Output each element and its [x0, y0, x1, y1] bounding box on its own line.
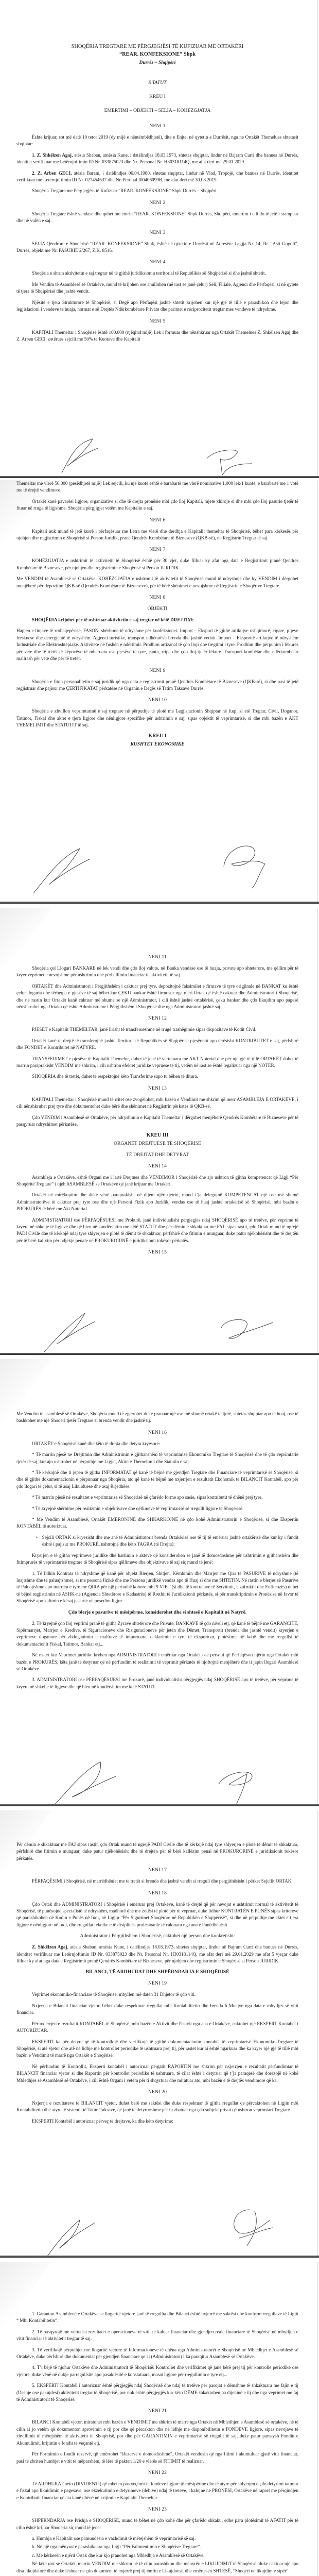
article-heading: NENI 14	[148, 1163, 167, 1169]
signature-right	[229, 2207, 275, 2248]
article-heading: NENI 13	[148, 1085, 167, 1091]
company-type-heading: SHOQËRIA TREGTARE ME PËRGJEGJËSI TË KUFIZUAR ME ORTAKËRI	[71, 44, 244, 49]
document-page-1	[0, 0, 319, 478]
paragraph: TRANSFERIMET e pjesëve të Kapitalit Themelor, duhet të jenë të vërtetuara me AKT Noterial dhe për një gjë të tillë ORTAKËT duhet të marrin paraprakisht VENDIM me shkrim, i cili ushtron efektet juridike vepruese të tij, vetëm në rast se është legalizuar nga një NOTER.	[16, 1056, 298, 1069]
doc-title: S TATUT	[148, 80, 167, 86]
paragraph: Kapitali nuk mund të jetë kurrë i përfaqësuar me Letra me vlerë dhe derdhja e Kapitalit themeltar të Shoqërisë, bëhet para kërkesës për njohjen dhe regjistrimin e Shoqërisë si Person Juridik, pranë Qendrës Kombëtare të Bizneseve (QKB-së), në Regjistrin Tregtar të saj.	[16, 528, 298, 541]
paragraph: Me VENDIM të Asamblesë së Ortakëve, KOHËZGJATJA e ushtrimit të aktivitetit të Shoqërisë mund të ndryshojë dhe ky VENDIM i dërgohet menjëherë për depozitim QKB-së (Qendrës Kombëtare të Bizneseve), për të bërë shënimet e nevojshme në Regjistrin e Shoqërive Tregtare.	[16, 576, 298, 588]
signature-left	[41, 1312, 98, 1353]
article-heading: NENI 22	[148, 2469, 167, 2476]
paragraph: Ortakët kanë të drejtë të transferojnë jashtë Territorit të Republikës së Shqipërisë pjesërisht apo tërësisht KONTRIBUTET e saj, përfshirë dhe FONDET e Kontributet në NATYRË.	[16, 1038, 298, 1050]
signature-left	[44, 2217, 100, 2258]
paragraph: Në këtë rast se Ortakët, marrin VENDIM me shkrim në të cilin parashikon dhe mënyrën e LIKUJDIMIT të Shoqërisë, duke caktuar një apo disa likujdatorë dhe duke lëshuar në çdo dokument të nxjerrë prej tij emrin e Likujduesit dhe emërtesën SHTESË, “Shoqëri në likujdim e sipër”.	[16, 2561, 298, 2573]
paragraph: Nxjerrja e Bilancit financiar vjetor, bëhet duke respektuar rregullat mbi Kontabilitetin dhe brenda 6 Muajve nga data e mbylljes së vitit financiar.	[16, 2003, 298, 2015]
signature-left	[57, 438, 103, 474]
signature-right	[219, 1317, 275, 1348]
paragraph: ORTAKËT e Shoqërisë kanë dhe këto të drejta dhe detyra kryesore:	[32, 1440, 161, 1446]
page-3-content	[16, 949, 298, 1260]
document-page-6	[0, 2262, 319, 2576]
page-edge	[317, 908, 318, 1355]
article-heading: NENI 20	[148, 2089, 167, 2095]
section-heading: Çdo blerje e pasurive të mësipërme, konsiderohet dhe si shtesë e Kapitalit në Natyrë.	[68, 1609, 247, 1615]
paragraph: SHPËRNDARJA ose Prishja e SHOQËRISË, mund të bëhet në çdo kohë dhe për çfarëdo shkaku, edhe para plotësimit të AFATIT për të cilin është krijuar Shoqëria siç mund të jenë:	[16, 2518, 298, 2530]
paragraph: KOHËZGJATJA e ushtrimit të aktivitetit të Shoqërisë është për 30 vjet, duke filluar ky afat nga data e Regjistrimit pranë Qendrës Kombëtare të Bizneseve, për njohjen dhe regjistrimin e Shoqërisë si Person JURIDIK.	[16, 558, 298, 570]
paragraph: * Të kryejnë shërbime për realizmin e objektivave dhe qëllimeve të veprimtarisë së rregullt ligjore të Shoqërisë.	[32, 1505, 244, 1511]
paragraph: SHOQËRIA krijohet për të ushtruar aktivitetin e saj tregtar në këtë DREJTIM:	[32, 617, 194, 623]
paragraph: * Të kërkojnë dhe ti jepen të gjitha INFORMATAT që kanë të bëjnë me gjendjen Tregtare dhe Financiare të veprimtarisë së Shoqërisë, si dhe të gjithë dokumentacionin e përpunuar nga Shoqëria, ato që kanë të bëjnë me nxjerrjen e rezultatit Ekonomik të BILANCIT Kontabël, apo për çdo llogari të çelur, si të asaj Likuiduese dhe asaj Rrjedhëse.	[16, 1470, 298, 1489]
article-heading: NENI 6	[149, 517, 166, 523]
list-item: b. Në një nga mënyrat e parashikuara nga Ligji “Për Falimentimin e Shoqërive Tregtare”.	[32, 2544, 201, 2550]
signature-right	[216, 1769, 262, 1805]
article-heading: NENI 8	[149, 595, 166, 601]
paragraph: Për Formimin e fondit rezervë, që emërtohet “Rezervë e domosdoshme”, Ortakët vendosin që nga fitimi i akumuluar gjatë vitit financiar, pasi të zbriten humbjet e vitit të mëparshëm, të lërë të paktën 1/20 e vlerës së FITIMIT të realizuar.	[16, 2451, 298, 2464]
chapter-subtitle: KUSHTET EKONOMIKE	[130, 741, 185, 747]
paragraph: Nxjerrja e rezultateve të BILANCIT vjetor, duhet bërë me saktësi dhe duke respektuar të gjitha rregullat që përcaktohen në Ligjin mbi Kontabilitetin dhe atyre të sistemit të Tatim Taksave, që janë të detyrueshme për tu zbatuar nga çdo subjekt privat që ushtron veprimtari Tregtare.	[16, 2100, 298, 2113]
paragraph: Çdo Ortak dhe ADMINISTRATORI i Shoqërisë i emëruar prej Ortakëve, kanë të drejtë që për nevojat e ushtrimit normal të aktivitetit të Shoqërisë, të punësojnë specialistë të ndryshëm, madhorë dhe me zotësi të plotë për të vepruar, duke lidhur KONTRATËN E PUNËS sipas kritereve që parashikohen në Kodin e Punës në fuqi, në Ligjin “Për Sigurimet Shoqërore në Republikën e Shqipërisë”, si dhe në përputhje me aktet e tjera ligjore e nënligjore në fuqi, dhe rregullat teknike e të disiplinës profesioanle të caktuara nga ana e Punëdhënësit.	[16, 1901, 298, 1927]
paragraph: Është krijuar, sot më datë 10 tetor 2019 (dy mijë e nëntëmbëdhjetë), ditë e Enjte, në qytetin e Durrësit, nga ne Ortakët Themelues shtetasit shqiptar:	[16, 134, 298, 147]
paragraph: Kryerjen e të gjitha veprimeve juridike dhe hartimin e akteve që konsiderohen se janë të domosdoshme për ushtrimin e gjithanshëm dhe fitimprurës të veprimtarisë tregtare të Shoqërisë sipas qëllimeve dhe objektivave të saj siç mund të jenë:	[16, 1552, 298, 1565]
article-heading: NENI 18	[148, 1890, 167, 1896]
paragraph: 1. Z. Shkëlzen Agaj, atësia Shaban, amësia Kune, i datëlindjes 18.03.1973, shtetas shqiptar, lindur në Bajram Curri dhe banues në Durrës, identitet verifikuar me Letërnjoftimin ID Nr. 033875023 dhe Nr. Personal Nr. H30318114Q, me afat deri më 29.01.2029.	[16, 152, 298, 165]
page-2-content	[16, 480, 298, 752]
kreu-heading: KREU I	[149, 94, 166, 99]
paragraph: EKSPERTI ka për detyrë që të kontrollojë dhe verifikojë të gjithë dokumentacionin kontabël të veprimtarisë Ekonomiko-Tregtare të Shoqërisë, si atë vjetor dhe atë në lidhje me kontrollet periodike të ushtruara prej tij, për rastet kur ai është ngarkuar dhe ka kryer një gjë të tillë mbi bazën e Vendimit të marrë nga Ortakët e Shoqërisë.	[16, 2039, 298, 2058]
bold-lead: 2. Z. Arben GECI,	[32, 170, 72, 176]
paragraph: Shoqëria Tregtare është vendase dhe quhet me emrin “REAR. KONFEKSIONE” Shpk Durrës, Shqipëri, emërtim i cili do të jetë i stampuar dhe në vulën e saj.	[16, 211, 298, 224]
paragraph: 1. Të lidhin Kontrata të ndryshme që kanë për objekt Blerjen, Shitjen, Këmbimin dhe Marrjen me Qira të PASURIVE të ndryshme (të luajtshme dhe të paluajtshme), si me persona fizikë dhe me Persona juridikë vendas apo të Huaj si dhe me SHTETIN. Në rastin e blerjes së Pasurive të Paluajtshme apo marrjen e tyre me QIRA për një periudhë kohore mbi 9 VJET (si dhe të kontratave të Servitutit, Uzufruktit dhe Enfiteozës) duhet të bëjnë regjistrimin në ASHK-në (Agjencia Shtetërore e Kadastrës) të Rrethit të Juridiksionit përkatës, si për transkriptimin e Pronësisë në favor të Shoqërisë apo kalimin e kësaj pasurie në posedim ligjor.	[16, 1570, 298, 1604]
paragraph: Të ARDHURAT neto (DIVIDENTI) që mbeten pas veçimit të fondeve ligjore të mësipërme dhe të atyre për shlyerjen e çdo detyrimi tatimor e fiskal apo likuidimin e pagesave, ose ekzekutimin e detyrimeve (debive) ndaj të treteve, i kalojne ne PRONËSI, Ortakëve në raport me përqindjen e Kontributit financiar që ata kanë dhënë në krijimin e Kapitalit Themeltar.	[16, 2481, 298, 2500]
page-bottom-edge	[0, 2256, 319, 2258]
section-heading: OBJEKTI	[147, 606, 168, 612]
paragraph: SHOQËRIA dhe të tretët, duhet të respektojnë këto Transferime sapo tu bëhen të ditura.	[32, 1074, 198, 1079]
paragraph: Asambleja e Ortakëve, është Organi me i lartë Drejtues dhe VENDIMOR i Shoqërisë dhe ajo ushtron të gjitha kompetencat që Ligji “Për Shoqëritë Tregtare” i njeh ASAMBLESË së Ortakëve që janë krijuar me Ortakëri.	[16, 1174, 298, 1187]
paragraph: 2. Të kryejnë çdo lloj veprimi pranë të gjitha Zyrave shtetërore dhe Private, BANKAVE të çdo niveli etj, që kanë të bëjnë me GARANCITË, Sipërmarrjet, Marrjen e Kredive, të Siguracioneve dhe Risiguracioneve për jetën dhe Dëmet, Transportit (brenda dhe jashtë vendit) kryerjen e veprimeve doganore për zhdoganimin e mallrave të importuara, deklarimin e tyre të eksportuar, plotësimit në kohë dhe me rregullsi të dokumentacionit Fiskal, Tatimor, Bankar etj...	[16, 1620, 298, 1647]
paragraph: 5. EKSPERTI Kontabël i autorizuar është përgjegjës ndaj Shoqërisë dhe ndaj të tretëve për pasojat e dëmshme të shkaktuara me fajin e tij (Dashje ose pakujdesi) aktivitetit tregtar të Shoqërisë, por nuk është përgjegjës kur këto DËME shkaktohen pa dijeninë e tij dhe nga veprimet me faj të Administratorit të Shoqerisë.	[16, 2383, 298, 2402]
paragraph: Themeltar me vlerë 50.000 (pesëdhjetë mijë) Lek sejcili, ku një kuotë është e barabartë me vlerë nominative 1.000 lek/1 kuotë, e barabartë me 1 votë me të drejtë vendimore.	[16, 481, 298, 493]
page-edge	[317, 0, 318, 478]
page-3-blocks	[16, 954, 298, 1255]
paragraph: Në përfundim të Kontrollit, Eksperti kontabël i autorizuar përgatit RAPORTIN me shkrim për nxjerrjen e rezultatit përfundimtar të BILANCIT financiar vjetor si dhe Raportin për kontrollet periodike të ushtruara, të cilat është i detyruar që t’ja paraqesë dhe dorëzojë në kohë Mbledhjes së Asamblesë së Ortakëve, i cili është Organi i vetëm për ti shqyrtuar dhe miratuar ato, mbi bazën e të drejtës vendimore që ka.	[16, 2063, 298, 2083]
paragraph: 1. Garanton Asamblenë e Ortakëve se llogaritë vjetore janë të rregullta dhe Bilanci është nxjerrë me saktësi dhe konform rregullave të Ligjit “ Mbi Kontabilitetin”.	[16, 2311, 298, 2324]
page-bottom-edge	[0, 476, 319, 478]
article-heading: NENI 12	[148, 1015, 167, 1022]
paragraph: Hapjen e linjave të rrobaqepësisë, FASON, shërbime të ndryshme për konfeksionet. Import – Eksport të gjithë artikujve ushqimorë, cigare, pijeve freskuese dhe detergjentë të ndryshëm. Agjenci turistike, transport udhëtarësh brenda dhe jashtë vednit. Import – Eksporttë artikujve të ndryshëm Industriale dhe Elektroshtëpiake. Aktivitete në fushën e ndërtimit. Prodhim artizanal të çdo lloji dhe tregtimi i tyre. Prodhim dhe përpunim i lëkurës për vete dhe të tretët të këpucëve të mbaruara ose pjesëve të tyre, çanta, rripa dhe çdo lloj tjetër lëkure. Transport kombëtar dhe ndërkombëtar mallrash për vete dhe për të tretët.	[16, 628, 298, 662]
section-heading: BILANCI, TË ARDHURAT DHE SHPËRNDARJA E SHOQËRISË	[85, 1969, 229, 1975]
paragraph: Veprimet ekonomiko-financiare të Shoqërisë, mbyllen më datën 31 Dhjetor të çdo viti.	[32, 1992, 196, 1997]
article-heading: NENI 10	[148, 697, 167, 703]
page-4-blocks	[16, 1411, 298, 1690]
paragraph: * Të marrin pjesë ne Drejtimin dhe Administrimin e gjithanshëm të veprimtarisë Ekonomiko Tregtare të Shoqërisë dhe të çdo veprimtarie tjetër të saj, kur ajo ushtrohet në përputhje me Ligjet, Aktin e Themelimit dhe Statutin e saj.	[16, 1452, 298, 1464]
section-heading: Administrator i Përgjithshëm i Shoqërisë, caktohet një person dhe konkretisht:	[80, 1933, 235, 1939]
document-page-3	[0, 908, 319, 1355]
signature-left	[51, 1761, 118, 1806]
page-bottom-edge	[0, 902, 319, 904]
list-item: c. Me kërkesën e njërit Ortak dhe kur kjo pranohet nga Mbledhja e Asamblesë së Ortakëve.	[32, 2552, 205, 2558]
kreu-title: EMËRTIMI – OBJEKTI – SELIA – KOHËZGJATJA	[104, 108, 211, 113]
page-edge	[317, 1810, 318, 2258]
paragraph: 2. Të pasqyrojë me vërtetësi rezultatet e operacioneve të vitit të kaluar financiar dhe gjendjen reale financiare të Shoqërisë në mbylljen e vitit financiar të aktivitetit tregtar të saj.	[16, 2329, 298, 2342]
page-5-content	[16, 1841, 298, 2129]
paragraph: KAPITALI Themeltar i Shoqërisë mund të rritet ose zvogëlohet, mbi bazën e Vendimit me shkrim që merr ASAMBLEJA E ORTAKËVE, i cili nënshkruhet prej tyre dhe dokumentohet duke bërë dhe shënimet në Regjistrin përkatës të QKB-së.	[16, 1096, 298, 1109]
paragraph: KAPITALI Themeltar i Shoqërisë është 100.000 (njëqind mijë) Lek i formuar dhe nënshkruar nga Ortakët Themelues Z. Shkëlzen Agaj dhe Z. Arben GECI, zotërues sejcili me 50% të Kuotave dhe Kapitalit	[16, 329, 298, 342]
page-1-content	[16, 43, 298, 347]
article-heading: NENI 9	[149, 667, 166, 673]
article-heading: NENI 21	[148, 2408, 167, 2414]
article-heading: NENI 15	[148, 1249, 167, 1256]
article-heading: NENI 2	[149, 199, 166, 206]
section-heading: ORGANET DREJTUESE TË SHOQËRISË	[114, 1140, 201, 1146]
paragraph: PËRFAQËSIMI i Shoqërisë, në marrëdhëniet me të tretët si brenda dhe jashtë vendit si rregull dhe përgjithësisht i përket Sejcilit ORTAK.	[32, 1878, 293, 1884]
paragraph: 3. Të verifikojë përputhjet me llogaritë vjetore të Informacioneve të dhëna nga Administratorët e Shoqërisë ne Mbledhjet e Asamblesë së Ortakëve, duke përfshirë dhe dokumentat për gjendjen financiare qe ai (Administratori) i ka paraqitur Asamblesë së Ortakëve.	[16, 2347, 298, 2360]
page-6-content	[16, 2311, 298, 2576]
paragraph: Çdo VENDIM i Asamblesë së Ortakëve, për ndryshimin e Kapitalit Themeltar i dërgohet menjëherë Qendrës Kombëtare të Bizneseve për të pasqyruar ndryshimet përkatëse.	[16, 1114, 298, 1127]
paragraph: Z. Shkëlzen Agaj, atësia Shaban, amësia Kune, i datëlindjes 18.03.1973, shtetas shqiptar, lindur në Bajram Curri dhe banues në Durrës, identitet verifikuar me Letërnjoftimin ID Nr. 033875023 dhe Nr. Personal Nr. H30318114Q, me afat deri më 29.01.2029 me afat 5 vjeçar duke filluar ky afat nga data e Regjistrimit pranë Qendrës Kombëtare të Bizneseve, për njohjen dhe regjistrimin e Shoqërisë si Person JURIDIK.	[16, 1944, 299, 1964]
article-heading: NENI 11	[148, 954, 167, 960]
article-heading: NENI 4	[149, 259, 166, 265]
article-heading: NENI 7	[149, 547, 166, 553]
page-4-content	[16, 1411, 298, 1694]
paragraph: 4. T’i bëjë të njohur Ortakëve dhe Administratorit të Shoqërisë: Kontrollet dhe verifikimet që janë bërë prej tij për kontrolle periodike ose vjetore, duke vënë në dukje parregullsitë apo pasaktësitë e konstatuara, masat ligjore për rregullimin e tyre etj...	[16, 2365, 298, 2377]
company-name-heading: “REAR. KONFEKSIONE” Shpk	[119, 52, 196, 57]
page-bottom-edge	[0, 1353, 319, 1355]
list-item: a. Humbja e Kapitalit ose pamundësia e vazhdimit të mëtejshëm të veprimtarisë së saj.	[32, 2535, 196, 2541]
paragraph: SELIA Qëndrore e Shoqërisë “REAR. KONFEKSIONE” Shpk, është në qytetin e Durrësit në Adresën: Lagjja Nr. 14, Rr. “Asti Gogoli”, Durrës, objekt me Nr. PASURIE 2/267, Z.K. 8516.	[16, 241, 298, 253]
page-edge	[317, 480, 318, 904]
paragraph: ORTAKËT dhe Administratori i Përgjithshëm i caktuar prej tyre, depozitojnë faksimilet e firmave të tyre origjinale në BANKAT ku është çelur llogaria dhe tërheqja e pjesëve të saj bëhet kur ÇEKU bankar është firmosur nga njëri Ortak që është caktuar dhe Administratori i Shoqërisë, dhe në rastin kur Ortakët kanë caktuar më shumë se një Administrator, i cili është jashtë ortakërisë, çeku bankar dhe çdo likujdim apo pagesë nënshkruhet nga Ortaku që është Administrator i Përgjithshëm i Shoqërisë dhe nga Administratori jashtë saj.	[16, 983, 298, 1010]
paragraph: Për nxjerrjen e rezultatit KONTABËL të Shoqërisë, mbi bazën e Aktivit dhe Pasivit nga ana e Ortakëve, caktohet një EKSPERT Kontabël i AUTORIZUAR.	[16, 2021, 298, 2033]
paragraph: Shoqëria e zhvillon veprimtarinë e saj tregtare në përputhje të plotë me Legjislacionin Shqiptar në fuqi, si atë Tregtar, Civil, Doganor, Tatimor, Fiskal dhe aktet e tjera ligjore dhe nënligjore specifike për ushtrimin e saj, sipas objektit të veprimtarisë, si dhe mbi bazën e AKT THEMELIMIT dhe STATUTIT të saj.	[16, 708, 298, 728]
chapter-heading: KREU III	[146, 1132, 169, 1138]
section-heading: TË DREJTAT DHE DETYRAT	[126, 1151, 189, 1158]
page-edge	[317, 2262, 318, 2576]
article-heading: NENI 5	[149, 318, 166, 324]
bold-lead: Z. Shkëlzen Agaj	[32, 1944, 67, 1950]
paragraph: BILANCI Kontabël vjetor, miratohet mbi bazën e VENDIMIT me shkrim të marrë nga Ortakët në Mbledhjen e Asamblesë së ortakëve, në të cilin ai jo vetëm që dokumenton aprovimin e tij por dhe që përcakton dhe në lidhje me disponibilitetin e FONDEVE ligjore, sipas nevojave të zhvillimit të mëtejshëm të aktivitetit të Shoqërisë, por dhe për GARANTIMIN e veprimtarisë së rregullt të saj, duke patur parasysh Fondin e Akumulimit, krijimin e fondit të veçantë etj.	[16, 2419, 298, 2446]
bullet-paragraph: • Sejcili ORTAK si kryesisht dhe me anë të Administratorit brenda Ortakërisë ose të tij të emëruar jashtë ortakërisë dhe kur ky i fundit është i pajisur me PROKURË, ushtrojnë dhe këto TAGRA (të Drejta):	[36, 1534, 298, 1547]
company-location: Durrës – Shqipëri	[139, 60, 176, 65]
paragraph: Me Vendim të asamblesë së Ortakëve, Shoqëria mund të zgjerohet duke pranuar një ose më shumë ortakë të tjerë, shtetas shqiptar apo të huaj, ose të bashkohet me një Shoqëri tjetër Tregtare si brenda vendit dhe jashtë tij.	[16, 1411, 298, 1423]
paragraph: Shoqëria e fiton personalitetin e saj juridik që nga data e regjistrimit pranë Qendrës Kombëtare të Bizneseve (QKB-së), si dhe pasi të jetë regjistruar dhe pajisur me ÇERTIFIKATAT përkatëse në Organin e Degës së Tatim Taksave Durrës.	[16, 679, 298, 691]
paragraph: Ortakët kanë pavarësi ligjore, organizative si dhe të drejta pronësie mbi çdo lloj Kapitali, mjete xhiroje si dhe mbi çdo lloj pasurie tjetër të fituar në rrugë të ligjshme. Shoqëria përgjigjet vetëm me Kapitalin e saj.	[16, 498, 298, 511]
paragraph: Njësitë e tjera Strukturore të Shoqërisë, si Degë apo Përfaqësi jashtë shtetit krijohen kur një gjë të tillë e parashikon dhe lejon dhe legjislacioni i vendeve të huaja, normat e së Drejtës Ndërkombëtare Private dhe parimet e reciprocitetit tregtar mes vendeve të ndryshme.	[16, 299, 298, 312]
article-heading: NENI 3	[149, 229, 166, 235]
document-page-4	[0, 1359, 319, 1806]
article-heading: NENI 17	[148, 1867, 167, 1873]
paragraph: * Të marrin pjesë në rezultatet e veprimtarisë së Shoqërisë në çfarëdo forme apo sasie, sipas kontributit të dhënë prej tyre.	[32, 1495, 263, 1500]
paragraph: ADMINISTRATORI ose PËRFAQËSUESI me Prokurë, janë individualisht përgjegjës ndaj SHOQËRISË apo të tretëve, për veprime të kryera në shkelje të ligjeve dhe që bien në kundërshtim me këtë STATUT dhe për dëmin e shkaktuar me FAJ, sipas rastit, çdo Ortak mund të ngrejë PADI Civile dhe të kërkojë ndaj tyre shlyerjen e plotë të dëmit të shkaktuar, përfshirë dhe fitimin e munguar, duke patur njëkohësisht dhe të drejtën për të bërë kallxim për ndjekje penale në PROKURORINË e juridiksionit tokësor përkatës.	[16, 1217, 298, 1243]
page-1-blocks	[16, 123, 298, 343]
page-6-blocks	[16, 2311, 298, 2576]
signature-right	[221, 841, 268, 890]
chapter-heading: KREU I	[148, 733, 167, 739]
paragraph: Në rastet kur Veprimet juridike kryhen nga ADMINISTRATORI i emëruar nga Ortakët ose personi që Përfaqëson njërin nga Ortakët mbi bazën e PROKURËS, këta janë të detyruar që në përfundim të realizimit të veprimit përkatës të njoftojnë menjëherë dhe ti japin llogari Asamblesë së Ortakëve.	[16, 1652, 298, 1671]
article-heading: NENI 19	[148, 1980, 167, 1987]
document-page-5	[0, 1810, 319, 2258]
page-2-blocks	[16, 480, 298, 748]
paragraph: Ortakët në mirëkuptim dhe duke vënë paraprakisht në dijeni njëri-tjetrin, mund t’ja delegojnë KOMPETENCAT një ose më shumë Administratorëve të caktuar prej tyre ose dhe një Personi Fizik apo Juridik, vendas ose të huaj jashtë ortakërisë së Shoqërisë, mbi bazën e PROKURËS të bërë me Akt Noterial.	[16, 1192, 298, 1212]
page-5-blocks	[16, 1841, 298, 2125]
page-bottom-edge	[0, 1804, 319, 1806]
paragraph: Shoqëria e shtrin aktivitetin e saj tregtar në të gjithë juridiksionin territorial të Republikës së Shqipërisë si dhe jashtë shtetit.	[32, 270, 266, 276]
paragraph: * Me Vendim të Asamblesë, Ortakët EMËRONJNË dhe SHKARKOJNË në çdo kohë Administratorin e Shoqërisë, si dhe Ekspertin KONTABËL të autorizuar.	[16, 1517, 298, 1529]
paragraph: Shoqëria Tregtare me Përgjegjësi të Kufizuar “REAR. KONFEKSIONE” Shpk Durrës – Shqipëri.	[32, 188, 218, 194]
paragraph: 3. ADMINISTRATORI ose PËRFAQËSUESI me Prokurë, janë individualisht përgjegjës ndaj SHOQËRISË apo të tretëve, për veprime të kryera në shkelje të ligjeve dhe që bien në kundërshtim me këtë STATUT.	[16, 1677, 298, 1689]
signature-right	[206, 448, 257, 477]
article-heading: NENI 1	[149, 123, 166, 129]
signature-left	[31, 846, 93, 895]
document-page-2	[0, 480, 319, 904]
article-heading: NENI 16	[148, 1429, 167, 1435]
article-heading: NENI 23	[148, 2506, 167, 2513]
paragraph: Me Vendim të Asamblesë së Ortakëve, mund të krijohen ose anullohen (në rast se janë çelur) Seli, Filiale, Agjenci dhe Përfaqësi, si në qytete të tjera të Shqipërisë dhe jashtë vendit.	[16, 281, 298, 294]
page-edge	[317, 1359, 318, 1806]
paragraph: PJESËT e Kapitalit THEMELTAR, janë lirisht të transferueshme në rrugë trashëgimie sipas dispozitave të Kodit Civil.	[32, 1027, 257, 1032]
bold-lead: 1. Z. Shkëlzen Agaj,	[32, 152, 73, 158]
paragraph: Për dëmin e shkaktuar me FAJ sipas rastit, çdo Ortak mund të ngrejë PADI Civile dhe të kërkojë ndaj tyre shlyerjen e plotë të dëmit të shkaktuar, përfshirë dhe fitimin e munguar, duke patur njëkohësisht dhe të drejtën për të bërë kallëzim penal në PROKURORINË e juridiksionit tokësor përkatës.	[16, 1842, 298, 1861]
paragraph: Shoqëria çel Llogari BANKARE në lek vendi dhe çdo lloj valute, në Banka vendase ose të huaja, private apo shtetërore, me qëllim për të kryer veprimet e nevojshme për ushtrimin dhe përballimin financiar të aktivitetit të saj.	[16, 965, 298, 978]
paragraph: 2. Z. Arben GECI, atësia Baram, i datëlindjes 06.04.1980, shtetas shqiptar, lindur në Vlad, Tropojë, dhe banues në Durrës, identitet verifikuar me Letërnjoftimin ID Nr. 027454637 dhe Nr. Peronal I00406099B, me afat deri më 30.08.2019.	[16, 170, 298, 183]
paragraph: EKSPERTI Kontabël i autorizuar përveç të drejtave, ka dhe këto detyrime:	[32, 2118, 173, 2124]
